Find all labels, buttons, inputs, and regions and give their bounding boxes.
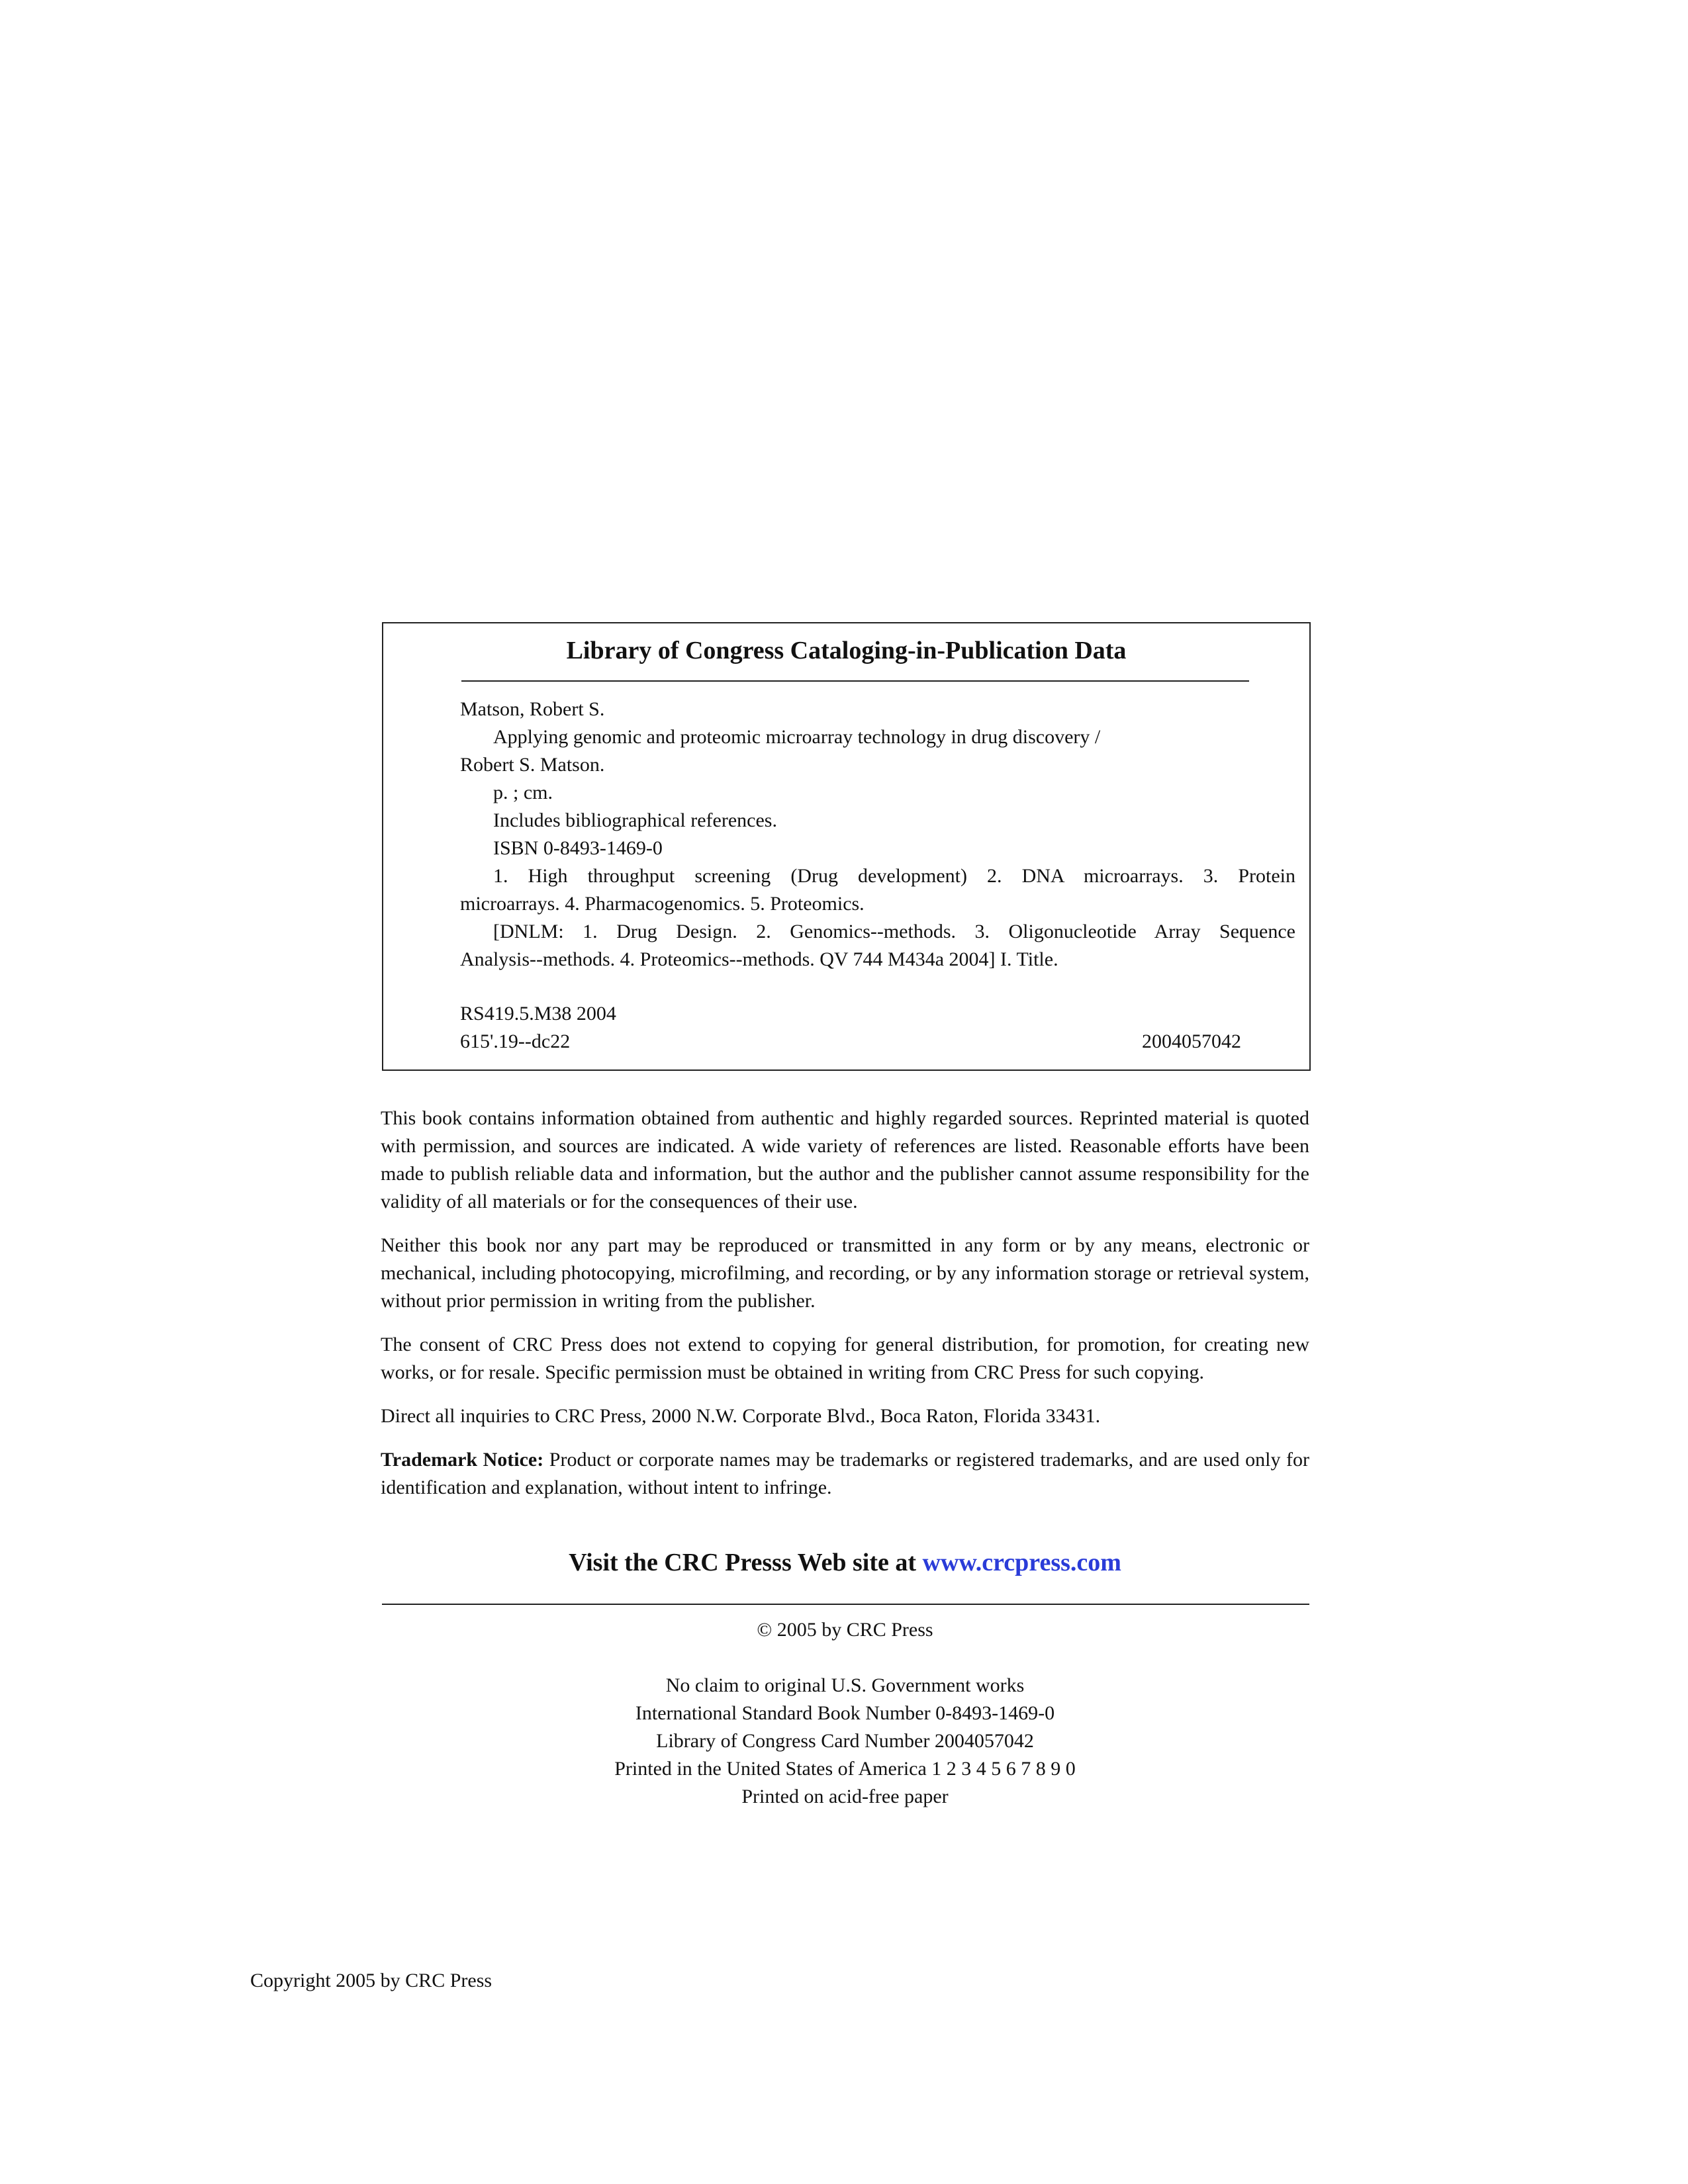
cip-data-box — [382, 622, 1311, 1071]
cip-record — [460, 696, 1295, 1056]
notice-consent: The consent of CRC Press does not extend to copying for general distribution, for promotion, for creating new works, or for resale. Specific permission must be obtained in writing from CRC Press for such copying. — [381, 1334, 1309, 1383]
cip-title-line-2: Robert S. Matson. — [460, 754, 605, 776]
visit-text: Visit the CRC Presss Web site at — [569, 1549, 923, 1576]
website-link[interactable]: www.crcpress.com — [922, 1549, 1121, 1576]
cip-dnlm-line-2: Analysis--methods. 4. Proteomics--methods. QV 744 M434a 2004] I. Title. — [460, 948, 1058, 970]
notice-reproduction: Neither this book nor any part may be reproduced or transmitted in any form or by any means, electronic or mechanical, including photocopying, microfilming, and recording, or by any information storage or retrieval system, without prior permission in writing from the publisher. — [381, 1234, 1309, 1312]
cip-isbn: ISBN 0-8493-1469-0 — [493, 837, 663, 859]
cip-bibliography: Includes bibliographical references. — [493, 809, 777, 831]
cip-spacer — [460, 974, 1295, 1000]
copyright-block — [381, 1616, 1309, 1811]
cip-pages: p. ; cm. — [493, 782, 553, 803]
notice-inquiries: Direct all inquiries to CRC Press, 2000 N.W. Corporate Blvd., Boca Raton, Florida 33431. — [381, 1405, 1101, 1427]
trademark-text: Product or corporate names may be trademarks or registered trademarks, and are used only for identification and explanation, without intent to infringe. — [381, 1449, 1310, 1498]
visit-website-line — [381, 1546, 1309, 1579]
cip-title-line-1: Applying genomic and proteomic microarray technology in drug discovery / — [493, 726, 1101, 748]
cip-call-number: RS419.5.M38 2004 — [460, 1003, 616, 1024]
notice-trademark — [381, 1446, 1309, 1502]
trademark-label: Trademark Notice: — [381, 1449, 544, 1471]
cip-classification-row — [460, 1028, 1241, 1056]
copyright-spacer — [381, 1644, 1309, 1672]
government-works-line: No claim to original U.S. Government works — [665, 1674, 1025, 1696]
cip-dnlm-line-1: [DNLM: 1. Drug Design. 2. Genomics--methods. 3. Oligonucleotide Array Sequence — [493, 921, 1295, 942]
isbn-line: International Standard Book Number 0-8493-1469-0 — [635, 1702, 1055, 1724]
legal-notices — [381, 1105, 1309, 1518]
lccn-line: Library of Congress Card Number 2004057042 — [656, 1730, 1034, 1752]
copyright-line: © 2005 by CRC Press — [757, 1619, 933, 1641]
acid-free-line: Printed on acid-free paper — [741, 1786, 949, 1807]
notice-sources: This book contains information obtained from authentic and highly regarded sources. Reprinted material is quoted with permission, and sources are indicated. A wide variety of references are listed. Reasonable efforts have been made to publish reliable data and information, but the author and the publisher cannot assume responsibility for the validity of all materials or for the consequences of their use. — [381, 1107, 1309, 1212]
section-divider — [382, 1604, 1309, 1605]
cip-title: Library of Congress Cataloging-in-Publication Data — [566, 637, 1127, 664]
printed-in-line: Printed in the United States of America 1 2 3 4 5 6 7 8 9 0 — [614, 1758, 1076, 1780]
page-footer: Copyright 2005 by CRC Press — [250, 1970, 492, 1991]
cip-lccn: 2004057042 — [1142, 1030, 1241, 1052]
cip-subjects-line-1: 1. High throughput screening (Drug development) 2. DNA microarrays. 3. Protein — [493, 865, 1295, 887]
cip-title-rule — [461, 680, 1249, 682]
cip-author: Matson, Robert S. — [460, 698, 605, 720]
cip-dewey: 615'.19--dc22 — [460, 1030, 571, 1052]
cip-subjects-line-2: microarrays. 4. Pharmacogenomics. 5. Proteomics. — [460, 893, 865, 915]
